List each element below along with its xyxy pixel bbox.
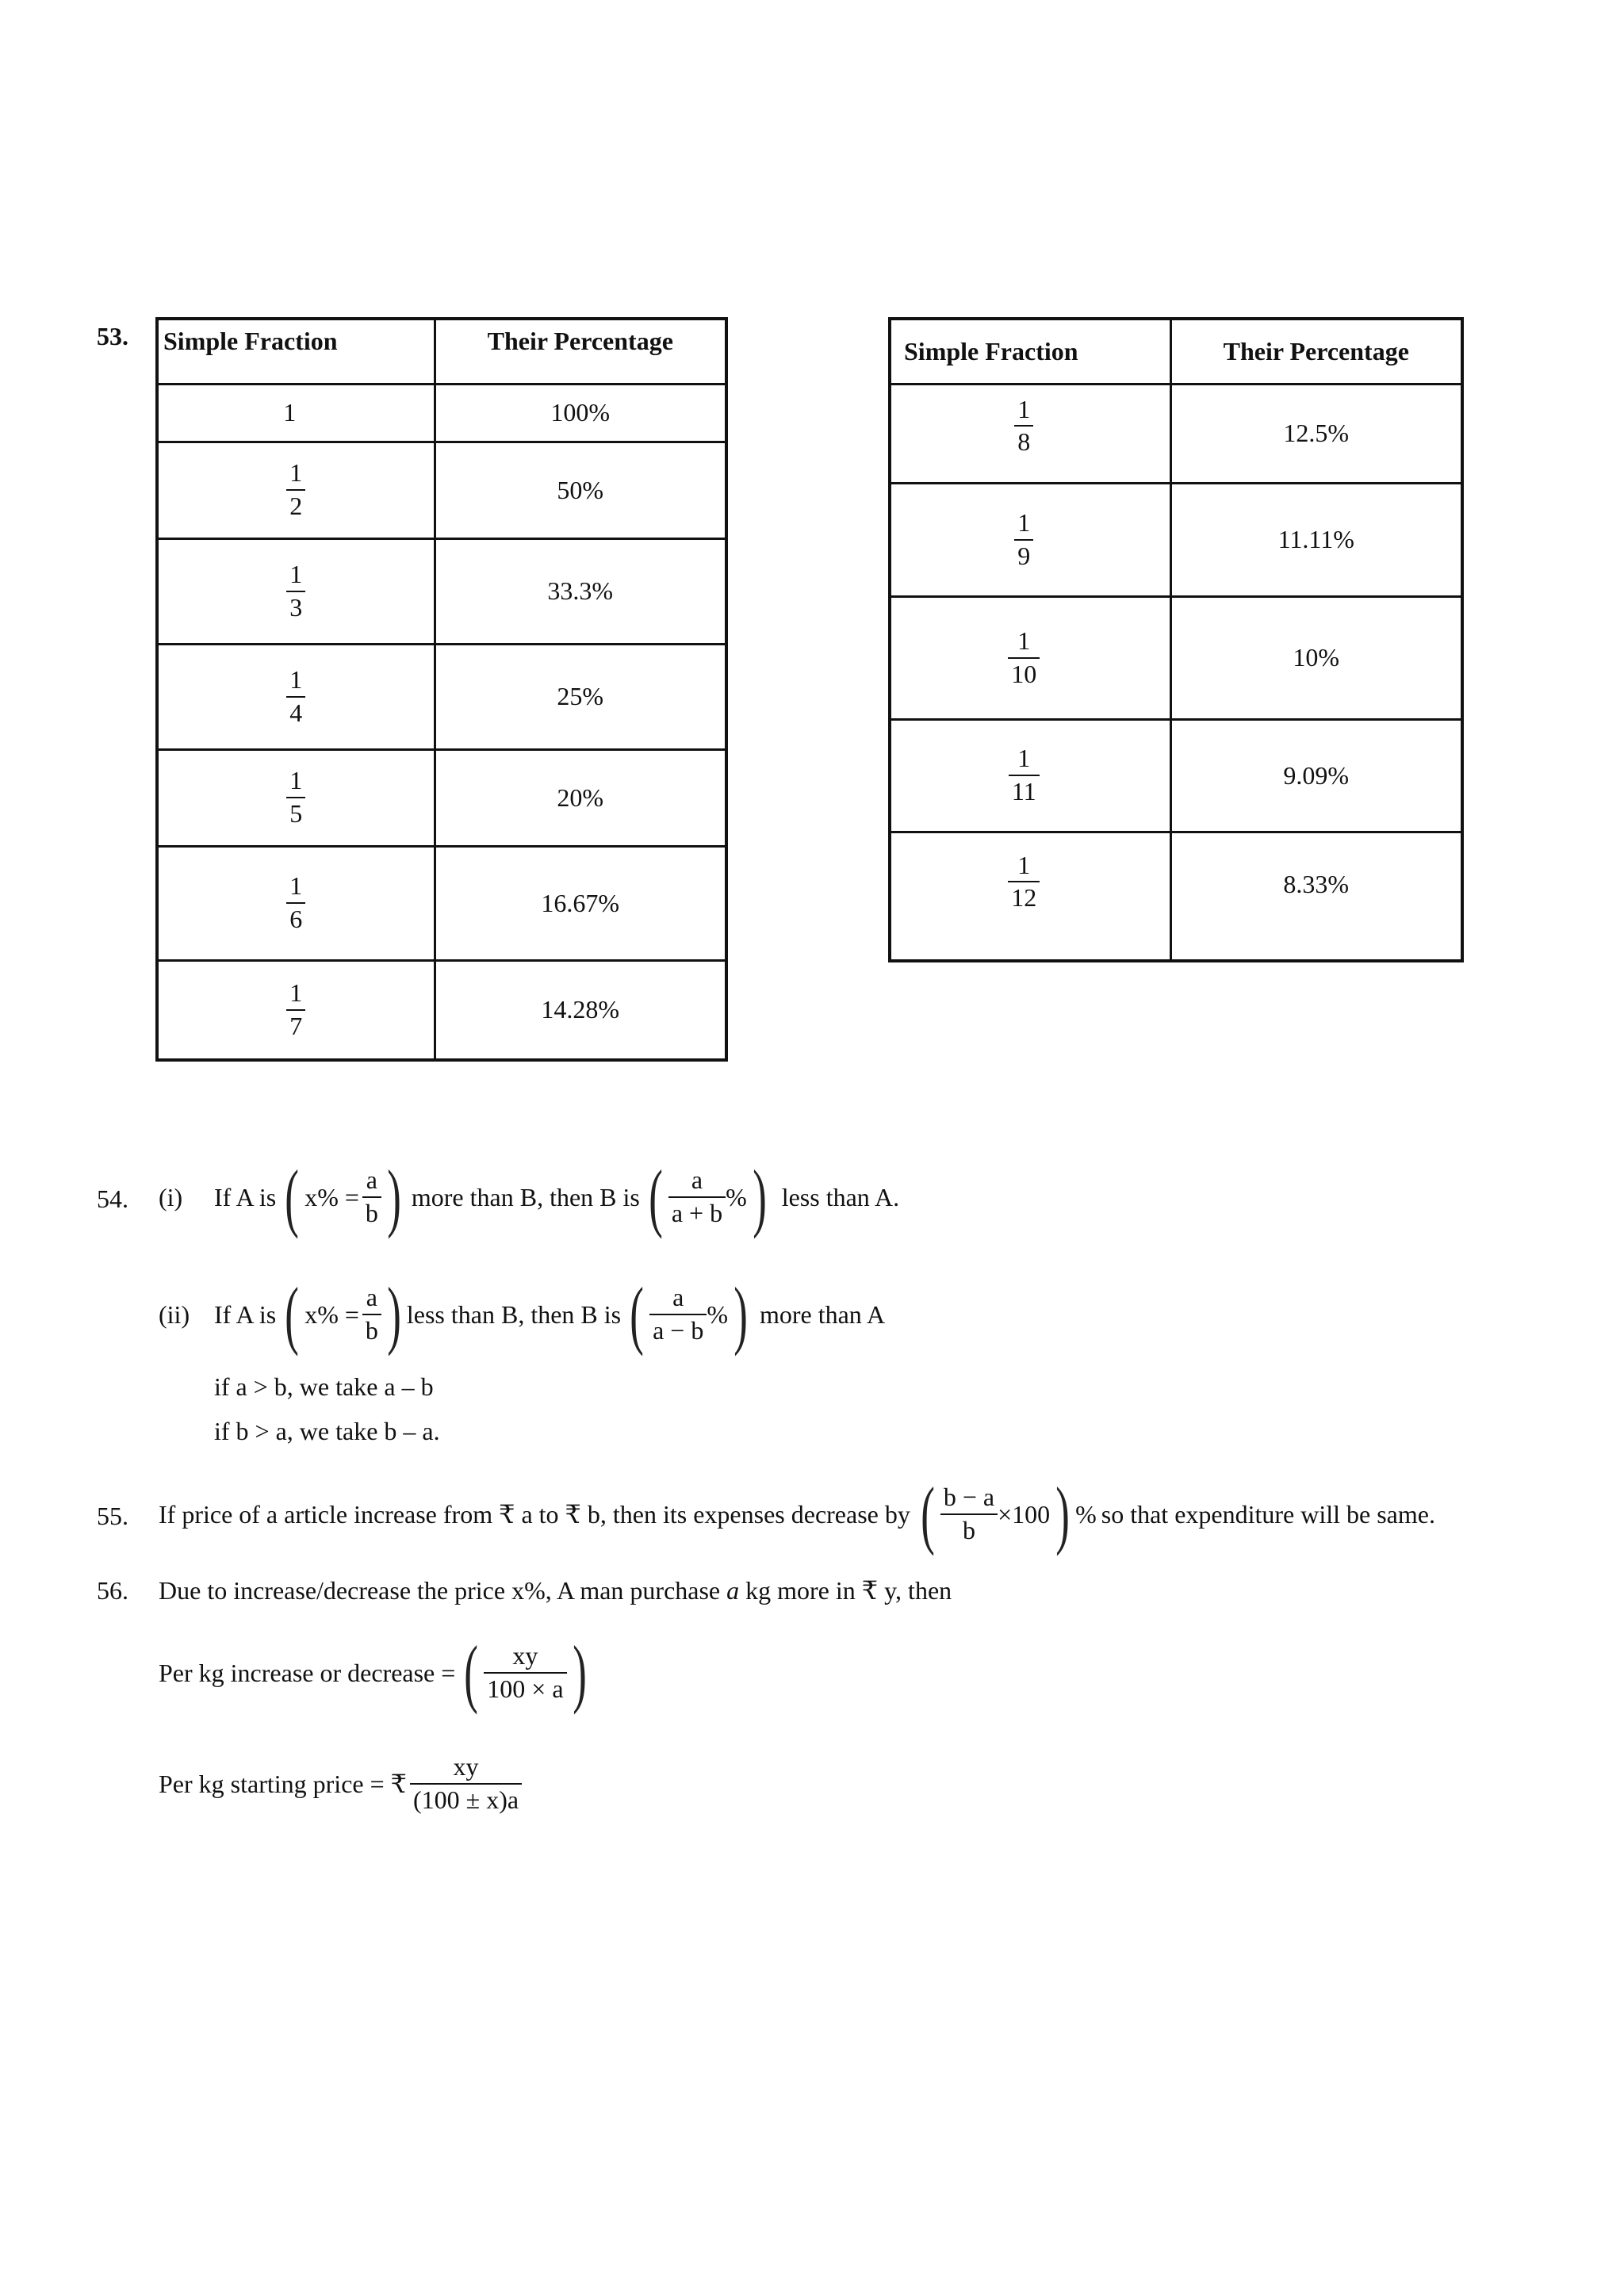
fraction-cell	[157, 538, 435, 644]
question-number-56: 56.	[97, 1576, 128, 1605]
fraction-cell	[157, 442, 435, 538]
parenthesized-expression: ( a a − b % )	[630, 1272, 748, 1357]
fraction-denominator: 2	[289, 492, 303, 520]
fraction-denominator: 11	[1011, 777, 1036, 806]
fraction-numerator: b − a	[943, 1483, 995, 1512]
statement-text: If price of a article increase from ₹ a to ₹ b, then its expenses decrease by	[159, 1499, 910, 1529]
percent-cell: 9.09%	[1170, 719, 1462, 832]
question-number-53: 53.	[97, 322, 128, 350]
percent-cell: 14.28%	[435, 960, 726, 1060]
fraction-cell	[157, 960, 435, 1060]
fraction-numerator: 1	[289, 871, 303, 901]
percent-cell: 25%	[435, 644, 726, 749]
table-row	[890, 384, 1462, 483]
statement-middle: less than B, then B is	[406, 1299, 622, 1329]
fraction-numerator: a	[691, 1165, 703, 1195]
question-number-55: 55.	[97, 1502, 128, 1530]
header-simple-fraction: Simple Fraction	[157, 319, 435, 384]
x-percent-label: x% =	[304, 1299, 359, 1329]
percent-sign: %	[707, 1299, 728, 1329]
fraction-numerator: 1	[289, 978, 303, 1008]
table-row	[890, 832, 1462, 961]
fraction-denominator: b	[365, 1316, 378, 1345]
fraction-denominator: b	[365, 1199, 378, 1227]
statement-text: Due to increase/decrease the price x%, A man purchase	[159, 1576, 721, 1605]
percent-cell: 100%	[435, 384, 726, 442]
percent-cell: 10%	[1170, 596, 1462, 719]
percent-sign: %	[1075, 1499, 1097, 1529]
table-row	[890, 483, 1462, 596]
fraction-numerator: a	[366, 1165, 377, 1195]
fraction-numerator: 1	[289, 458, 303, 488]
percent-cell: 8.33%	[1170, 832, 1462, 961]
fraction-cell	[157, 384, 435, 442]
fraction-table-right	[888, 317, 1464, 962]
fraction-denominator: 8	[1017, 427, 1031, 457]
statement-middle: more than B, then B is	[411, 1182, 640, 1211]
q55-statement	[159, 1471, 1435, 1556]
statement-text: kg more in ₹ y, then	[745, 1576, 952, 1605]
table-row	[157, 960, 726, 1060]
fraction-denominator: b	[962, 1516, 975, 1544]
fraction-denominator: 100 × a	[487, 1674, 564, 1703]
fraction-cell	[890, 384, 1170, 483]
table-row	[157, 538, 726, 644]
q54-part-i	[159, 1151, 899, 1243]
fraction-cell	[157, 644, 435, 749]
fraction-numerator: 1	[289, 766, 303, 795]
formula-label: Per kg increase or decrease =	[159, 1658, 456, 1687]
fraction-denominator: 3	[289, 592, 303, 622]
header-their-percentage: Their Percentage	[1170, 319, 1462, 384]
fraction-denominator: 5	[289, 799, 303, 828]
fraction-numerator: 1	[283, 398, 297, 427]
fraction-cell	[157, 749, 435, 846]
fraction-numerator: a	[366, 1283, 377, 1312]
fraction-table-left	[155, 317, 728, 1062]
percent-cell: 33.3%	[435, 538, 726, 644]
fraction-numerator: 1	[1017, 626, 1031, 655]
fraction-cell	[890, 832, 1170, 961]
parenthesized-expression: ( xy 100 × a )	[464, 1630, 587, 1715]
times-hundred: ×100	[998, 1499, 1051, 1529]
header-their-percentage: Their Percentage	[435, 319, 726, 384]
fraction-denominator: 10	[1011, 659, 1037, 688]
table-row	[157, 749, 726, 846]
q54-note-2: if b > a, we take b – a.	[214, 1417, 440, 1445]
parenthesized-expression: ( b − a b ×100 )	[921, 1471, 1070, 1556]
header-simple-fraction: Simple Fraction	[890, 319, 1170, 384]
percent-cell: 20%	[435, 749, 726, 846]
statement-prefix: If A is	[214, 1182, 277, 1211]
variable-a: a	[726, 1576, 740, 1605]
percent-cell: 50%	[435, 442, 726, 538]
q56-formula-per-kg-change	[159, 1630, 592, 1715]
parenthesized-expression: ( a a + b % )	[649, 1154, 767, 1239]
fraction-cell	[157, 846, 435, 960]
fraction-numerator: 1	[289, 664, 303, 694]
parenthesized-expression: ( x% = a b )	[285, 1154, 401, 1239]
percent-cell: 16.67%	[435, 846, 726, 960]
percent-cell: 12.5%	[1170, 384, 1462, 483]
table-header-row	[890, 319, 1462, 384]
q54-part-ii	[159, 1269, 885, 1360]
question-number-54: 54.	[97, 1184, 128, 1213]
parenthesized-expression: ( x% = a b )	[285, 1272, 401, 1357]
fraction-numerator: 1	[1017, 850, 1031, 879]
percent-cell: 11.11%	[1170, 483, 1462, 596]
fraction-cell	[890, 483, 1170, 596]
table-row	[157, 644, 726, 749]
fraction-numerator: xy	[512, 1641, 538, 1670]
fraction-numerator: 1	[289, 559, 303, 588]
x-percent-label: x% =	[304, 1182, 359, 1211]
q54-note-1: if a > b, we take a – b	[214, 1372, 434, 1401]
part-label: (i)	[159, 1182, 183, 1211]
formula-label: Per kg starting price = ₹	[159, 1769, 407, 1798]
statement-suffix: less than A.	[781, 1182, 900, 1211]
table-header-row	[157, 319, 726, 384]
statement-suffix: more than A	[759, 1299, 886, 1329]
table-row	[890, 596, 1462, 719]
fraction-denominator: a + b	[671, 1199, 723, 1227]
fraction-denominator: a − b	[653, 1316, 704, 1345]
table-row	[157, 442, 726, 538]
fraction-numerator: a	[672, 1283, 684, 1312]
fraction-denominator: 7	[289, 1011, 303, 1040]
fraction-numerator: 1	[1017, 507, 1031, 537]
table-row	[157, 384, 726, 442]
table-row	[157, 846, 726, 960]
fraction-numerator: xy	[453, 1752, 479, 1781]
fraction-denominator: 4	[289, 698, 303, 727]
fraction-denominator: 6	[289, 905, 303, 933]
part-label: (ii)	[159, 1299, 190, 1329]
fraction-denominator: (100 ± x)a	[413, 1785, 519, 1814]
q56-formula-starting-price	[159, 1744, 522, 1823]
fraction-denominator: 9	[1017, 541, 1031, 570]
fraction-cell	[890, 719, 1170, 832]
percent-sign: %	[726, 1182, 747, 1211]
table-row	[890, 719, 1462, 832]
fraction-cell	[890, 596, 1170, 719]
q56-statement	[159, 1575, 952, 1605]
statement-suffix: so that expenditure will be same.	[1101, 1499, 1435, 1529]
statement-prefix: If A is	[214, 1299, 277, 1329]
fraction-numerator: 1	[1017, 744, 1031, 773]
fraction-denominator: 12	[1011, 883, 1037, 913]
fraction-numerator: 1	[1017, 394, 1031, 423]
